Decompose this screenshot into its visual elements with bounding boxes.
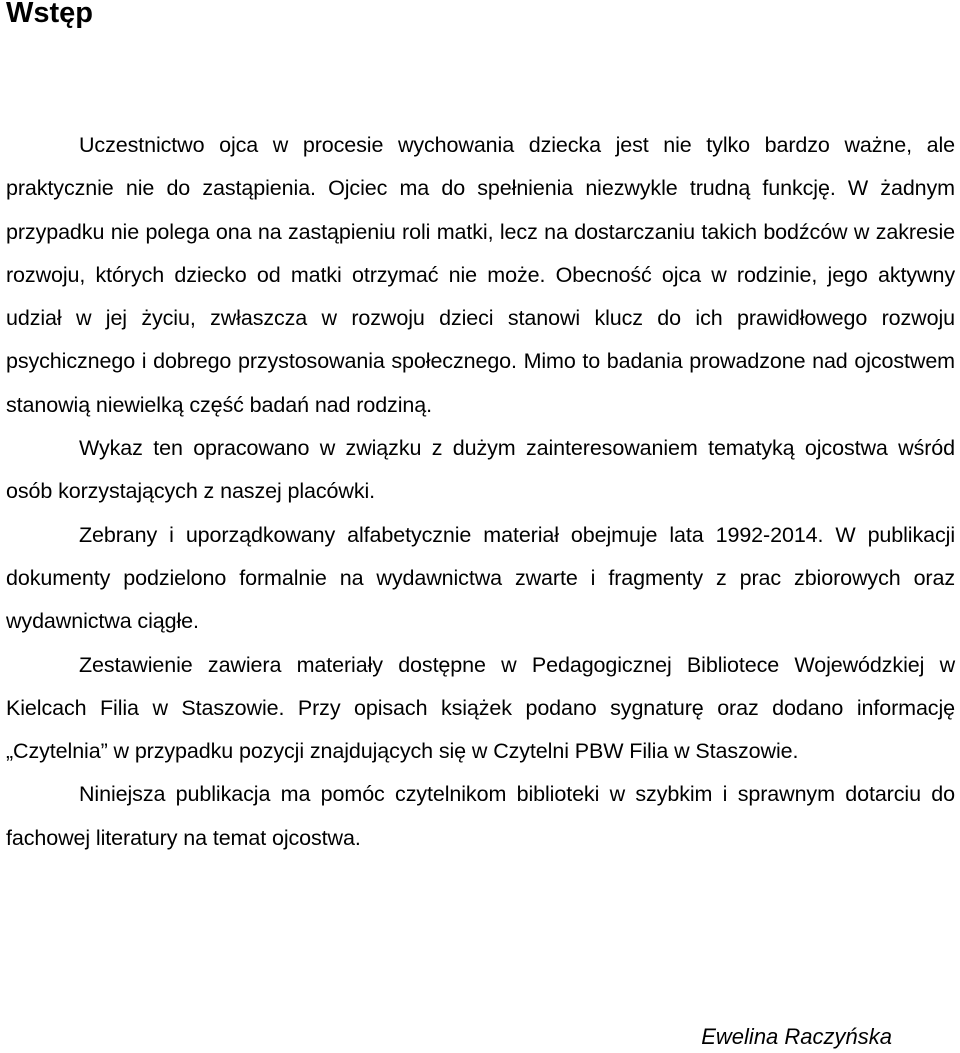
- document-body: [6, 124, 955, 860]
- paragraph-sources: Zestawienie zawiera materiały dostępne w Pedagogicznej Bibliotece Wojewódzkiej w Kielcach Filia w Staszowie. Przy opisach książek podano sygnaturę oraz dodano informację „Czytelnia” w przypadku pozycji znajdujących się w Czytelni PBW Filia w Staszowie.: [6, 652, 955, 764]
- paragraph-intro: Uczestnictwo ojca w procesie wychowania dziecka jest nie tylko bardzo ważne, ale praktycznie nie do zastąpienia. Ojciec ma do spełnienia niezwykle trudną funkcję. W żadnym przypadku nie polega ona na zastąpieniu roli matki, lecz na dostarczaniu takich bodźców w zakresie rozwoju, których dziecko od matki otrzymać nie może. Obecność ojca w rodzinie, jego aktywny udział w jej życiu, zwłaszcza w rozwoju dzieci stanowi klucz do ich prawidłowego rozwoju psychicznego i dobrego przystosowania społecznego. Mimo to badania prowadzone nad ojcostwem stanowią niewielką część badań nad rodziną.: [6, 133, 955, 417]
- paragraph-purpose: Wykaz ten opracowano w związku z dużym zainteresowaniem tematyką ojcostwa wśród osób korzystających z naszej placówki.: [6, 436, 955, 504]
- paragraph-scope: Zebrany i uporządkowany alfabetycznie materiał obejmuje lata 1992-2014. W publikacji dokumenty podzielono formalnie na wydawnictwa zwarte i fragmenty z prac zbiorowych oraz wydawnictwa ciągłe.: [6, 522, 955, 634]
- author-signature: Ewelina Raczyńska: [701, 1024, 892, 1049]
- paragraph-aim: Niniejsza publikacja ma pomóc czytelnikom biblioteki w szybkim i sprawnym dotarciu do fachowej literatury na temat ojcostwa.: [6, 782, 955, 850]
- page-title: Wstęp: [6, 0, 93, 29]
